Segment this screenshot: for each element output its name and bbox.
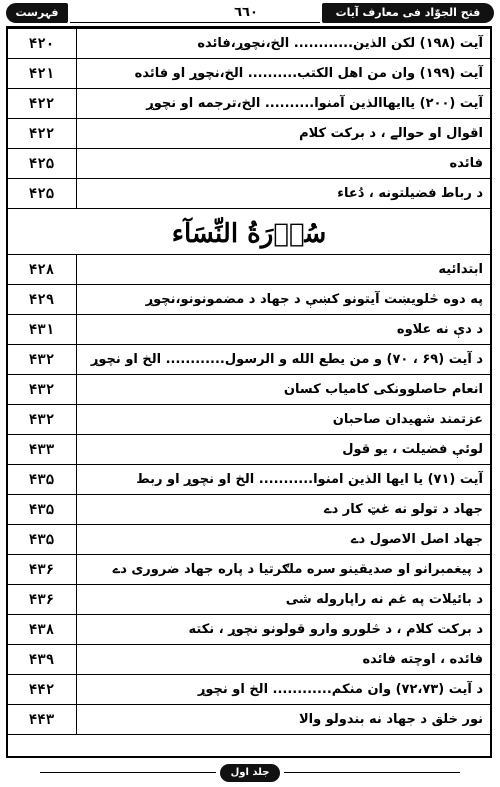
toc-entry-page: ۴۲۱ [7, 59, 77, 89]
toc-entry-title: د رباط فضیلتونه ، دُعاء [77, 179, 492, 209]
toc-entry-title: فائده ، اوچته فائده [77, 645, 492, 675]
toc-entry-title: نور خلق د جهاد نه بندولو والا [77, 705, 492, 735]
toc-entry-title: د برکت کلام ، د څلورو وارو قولونو نچوړ ، نکته [77, 615, 492, 645]
section-label: فہرست [6, 3, 68, 23]
toc-entry-title: آیت (۱۹۹) وان من اهل الکتب.......... الخ،نچوړ او فائده [77, 59, 492, 89]
toc-entry-page: ۴۳۶ [7, 555, 77, 585]
toc-entry-title: انعام حاصلوونکی کامیاب کسان [77, 375, 492, 405]
toc-row [7, 59, 492, 89]
toc-row [7, 705, 492, 735]
toc-entry-title: فائده [77, 149, 492, 179]
toc-entry-page: ۴۳۹ [7, 645, 77, 675]
toc-entry-page: ۴۳۵ [7, 525, 77, 555]
toc-entry-title: په دوه څلویښت آیتونو کښې د جهاد د مضمونونو،نچوړ [77, 285, 492, 315]
toc-row [7, 255, 492, 285]
toc-entry-page: ۴۳۲ [7, 405, 77, 435]
toc-entry-page: ۴۲۸ [7, 255, 77, 285]
toc-row [7, 89, 492, 119]
header-rule [70, 22, 320, 23]
toc-entry-page: ۴۳۶ [7, 585, 77, 615]
toc-entry-page: ۴۲۹ [7, 285, 77, 315]
toc-entry-title: د دې نه علاوه [77, 315, 492, 345]
toc-entry-page: ۴۳۳ [7, 435, 77, 465]
toc-row [7, 119, 492, 149]
volume-label: جلد اول [220, 764, 280, 782]
surah-heading: سُوۡرَةُ النِّسَآء [171, 219, 327, 249]
toc-row [7, 29, 492, 59]
toc-row [7, 149, 492, 179]
toc-table-after [6, 254, 492, 735]
toc-row [7, 345, 492, 375]
toc-table-before [6, 28, 492, 209]
toc-row [7, 405, 492, 435]
toc-row [7, 675, 492, 705]
toc-row [7, 585, 492, 615]
toc-row [7, 495, 492, 525]
toc-row [7, 285, 492, 315]
toc-entry-page: ۴۳۲ [7, 375, 77, 405]
toc-entry-title: د آیت (۷۲،۷۳) وان منکم............ الخ او نچوړ [77, 675, 492, 705]
toc-entry-page: ۴۲۵ [7, 179, 77, 209]
toc-entry-title: جهاد اصل الاصول دے [77, 525, 492, 555]
toc-row [7, 435, 492, 465]
toc-row [7, 315, 492, 345]
toc-row [7, 615, 492, 645]
toc-entry-page: ۴۲۲ [7, 89, 77, 119]
toc-entry-page: ۴۲۲ [7, 119, 77, 149]
toc-entry-title: اقوال او حوالے ، د برکت کلام [77, 119, 492, 149]
toc-row [7, 525, 492, 555]
toc-row [7, 179, 492, 209]
toc-entry-page: ۴۳۸ [7, 615, 77, 645]
toc-entry-page: ۴۴۳ [7, 705, 77, 735]
toc-entry-title: ابتدائیه [77, 255, 492, 285]
toc-entry-title: جهاد د تولو نه غټ کار دے [77, 495, 492, 525]
footer-rule-left [40, 772, 216, 773]
toc-entry-page: ۴۳۵ [7, 495, 77, 525]
toc-entry-page: ۴۲۵ [7, 149, 77, 179]
toc-row [7, 555, 492, 585]
toc-entry-page: ۴۳۵ [7, 465, 77, 495]
page-number: ٦٦٠ [234, 5, 258, 20]
toc-entry-title: د آیت (۶۹ ، ۷۰) و من یطع الله و الرسول............ الخ او نچوړ [77, 345, 492, 375]
book-title: فتح الجوّاد فی معارف آیات الجھاد [322, 3, 494, 23]
toc-entry-title: آیت (۲۰۰) یاایهاالذین آمنوا.......... الخ،ترجمه او نچوړ [77, 89, 492, 119]
toc-row [7, 465, 492, 495]
toc-entry-page: ۴۳۱ [7, 315, 77, 345]
footer-rule-right [284, 772, 460, 773]
toc-entry-title: عزتمند شهیدان صاحبان [77, 405, 492, 435]
page-header [6, 3, 494, 39]
toc-row [7, 375, 492, 405]
toc-entry-title: آیت (۷۱) یا ایها الذین امنوا........... الخ او نچوړ او ربط [77, 465, 492, 495]
toc-entry-title: آیت (۱۹۸) لکن الذین............ الخ،نچوړ،فائده [77, 29, 492, 59]
toc-row [7, 645, 492, 675]
toc-entry-page: ۴۲۰ [7, 29, 77, 59]
toc-entry-page: ۴۳۲ [7, 345, 77, 375]
toc-entry-page: ۴۴۲ [7, 675, 77, 705]
toc-entry-title: د بائیلات په غم نه راپاروله شی [77, 585, 492, 615]
toc-entry-title: لوئې فضیلت ، یو قول [77, 435, 492, 465]
toc-entry-title: د پیغمبرانو او صدیقینو سره ملګرتیا د پاره جهاد ضروری دے [77, 555, 492, 585]
